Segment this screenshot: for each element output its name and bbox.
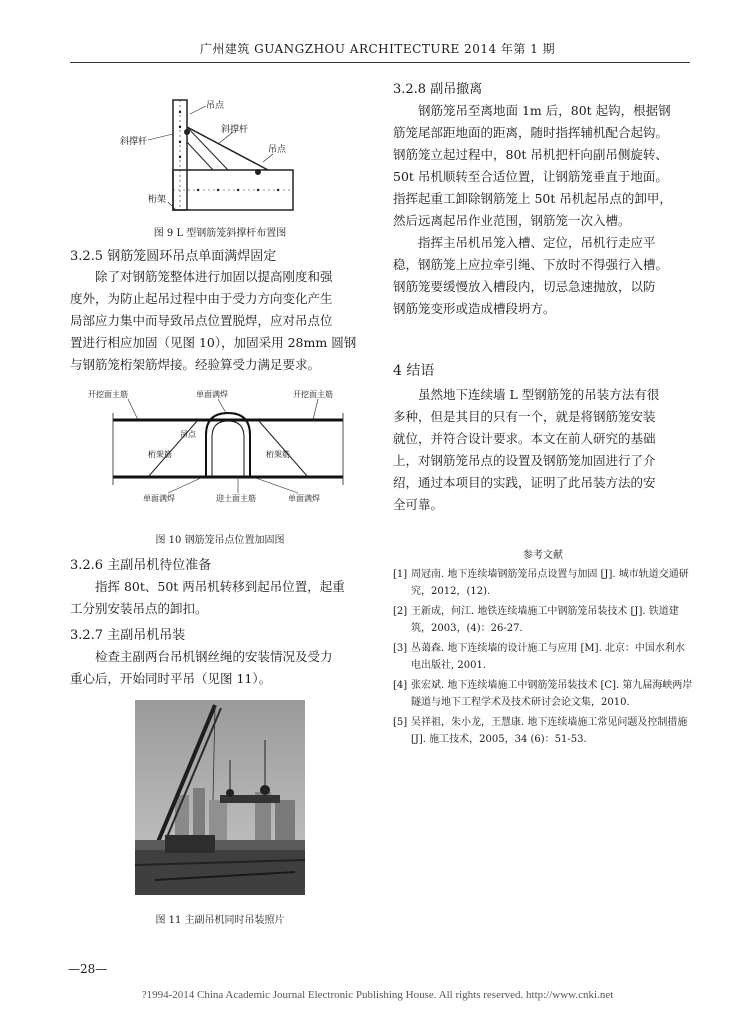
fig9-label-truss: 桁架 [148, 195, 167, 205]
figure-9 [118, 92, 318, 217]
fig10-label-weld-bottom-left: 单面满焊 [143, 494, 175, 503]
fig9-label-hoist-point-2: 吊点 [268, 145, 287, 155]
reference-text: 丛蔼森. 地下连续墙的设计施工与应用 [M]. 北京：中国水利水电出版社, 2001. [411, 643, 685, 671]
figure-10-caption: 图 10 钢筋笼吊点位置加固图 [155, 535, 285, 546]
heading-3-2-7: 3.2.7 主副吊机吊装 [70, 628, 186, 643]
text-line: 与钢筋笼桁架筋焊接。经验算受力满足要求。 [70, 357, 321, 372]
text-line: 指挥 80t、50t 两吊机转移到起吊位置，起重 [95, 579, 345, 594]
text-line: 50t 吊机顺转至合适位置，让钢筋笼垂直于地面。 [393, 169, 668, 184]
reference-number: [2] [393, 606, 408, 617]
text-line: 除了对钢筋笼整体进行加固以提高刚度和强 [95, 269, 333, 284]
reference-text: 张宏斌. 地下连续墙施工中钢筋笼吊装技术 [C]. 第九届海峡两岸隧道与地下工程学术及技术研讨会论文集，2010. [411, 680, 693, 708]
text-line: 工分别安装吊点的卸扣。 [70, 601, 208, 616]
text-line: 绍，通过本项目的实践，证明了此吊装方法的安 [393, 475, 656, 490]
text-line: 上，对钢筋笼吊点的设置及钢筋笼加固进行了介 [393, 453, 656, 468]
text-line: 钢筋笼要缓慢放入槽段内，切忌急速抛放，以防 [393, 279, 656, 294]
text-line: 置进行相应加固（见图 10），加固采用 28mm 圆钢 [70, 335, 357, 350]
figure-9-caption: 图 9 L 型钢筋笼斜撑杆布置图 [153, 228, 287, 239]
heading-3-2-8: 3.2.8 副吊撤离 [393, 82, 483, 97]
crane-photo [135, 700, 305, 895]
references-title: 参考文献 [523, 550, 563, 561]
text-line: 度外，为防止起吊过程中由于受力方向变化产生 [70, 291, 333, 306]
fig10-label-weld-top: 单面满焊 [196, 390, 228, 399]
text-line: 重心后，开始同时平吊（见图 11）。 [70, 671, 272, 686]
reference-item [393, 566, 693, 600]
text-line: 钢筋笼变形或造成槽段坍方。 [393, 301, 556, 316]
fig9-label-brace-rod: 斜撑杆 [120, 137, 148, 147]
fig10-label-soil-main: 迎土面主筋 [216, 494, 256, 503]
text-line: 检查主副两台吊机钢丝绳的安装情况及受力 [95, 649, 333, 664]
text-line: 然后远离起吊作业范围，钢筋笼一次入槽。 [393, 213, 631, 228]
figure-10-diagram [88, 385, 358, 515]
text-line: 指挥起重工卸除钢筋笼上 50t 吊机起吊点的卸甲， [393, 191, 672, 206]
heading-4-conclusion: 4 结语 [393, 363, 435, 379]
fig10-label-weld-bottom-right: 单面满焊 [288, 494, 320, 503]
heading-3-2-6: 3.2.6 主副吊机待位准备 [70, 558, 212, 573]
header-rule [70, 62, 690, 63]
text-line: 指挥主吊机吊笼入槽、定位，吊机行走应平 [418, 235, 656, 250]
text-line: 筋笼尾部距地面的距离，随时指挥辅机配合起钩。 [393, 125, 669, 140]
running-header: 广州建筑 GUANGZHOU ARCHITECTURE 2014 年第 1 期 [199, 42, 556, 56]
heading-3-2-5: 3.2.5 钢筋笼圆环吊点单面满焊固定 [70, 249, 277, 264]
fig10-label-open-main-left: 开挖面主筋 [88, 390, 128, 399]
text-line: 就位，并符合设计要求。本文在前人研究的基础 [393, 431, 656, 446]
paragraph-conclusion [393, 384, 693, 516]
text-line: 全可靠。 [393, 497, 444, 512]
figure-11-photo [135, 700, 305, 895]
reference-number: [4] [393, 680, 408, 691]
text-line: 局部应力集中而导致吊点位置脱焊，应对吊点位 [70, 313, 333, 328]
reference-item [393, 603, 693, 637]
reference-item [393, 640, 693, 674]
reference-number: [3] [393, 643, 408, 654]
text-line: 钢筋笼立起过程中，80t 吊机把杆向副吊侧旋转、 [393, 147, 668, 162]
reference-text: 王新成，何江. 地铁连续墙施工中钢筋笼吊装技术 [J]. 铁道建筑，2003，(4)：26-27. [411, 606, 679, 634]
page-number: —28— [68, 962, 108, 976]
fig10-label-open-main-right: 开挖面主筋 [293, 390, 333, 399]
reference-text: 周冠南. 地下连续墙钢筋笼吊点设置与加固 [J]. 城市轨道交通研究，2012，(12). [411, 569, 689, 597]
figure-11-caption: 图 11 主副吊机同时吊装照片 [155, 915, 285, 926]
paragraph-3-2-8 [393, 100, 693, 320]
fig9-label-brace-rod-2: 斜撑杆 [221, 125, 249, 135]
fig10-label-truss-right: 桁架筋 [266, 450, 290, 459]
paragraph-3-2-5 [70, 266, 370, 376]
paragraph-3-2-7 [70, 646, 370, 690]
paragraph-3-2-6 [70, 576, 370, 620]
fig9-label-hoist-point: 吊点 [206, 101, 225, 111]
text-line: 多种，但是其目的只有一个，就是将钢筋笼安装 [393, 409, 656, 424]
fig10-label-hoist: 吊点 [180, 430, 196, 439]
text-line: 虽然地下连续墙 L 型钢筋笼的吊装方法有很 [418, 387, 660, 402]
figure-10 [88, 385, 358, 515]
reference-number: [5] [393, 717, 408, 728]
reference-item [393, 677, 693, 711]
text-line: 稳，钢筋笼上应拉牵引绳、下放时不得强行入槽。 [393, 257, 669, 272]
reference-number: [1] [393, 569, 408, 580]
references-list [393, 566, 693, 751]
reference-item [393, 714, 693, 748]
fig10-label-truss-left: 桁架筋 [148, 450, 172, 459]
copyright-footer: ?1994-2014 China Academic Journal Electronic Publishing House. All rights reserved. http://www.cnki.net [141, 989, 614, 1001]
figure-9-diagram [118, 92, 318, 217]
text-line: 钢筋笼吊至离地面 1m 后，80t 起钩，根据钢 [418, 103, 671, 118]
reference-text: 吴祥祖，朱小龙，王慧康. 地下连续墙施工常见问题及控制措施 [J]. 施工技术，2005，34 (6)：51-53. [411, 717, 688, 745]
